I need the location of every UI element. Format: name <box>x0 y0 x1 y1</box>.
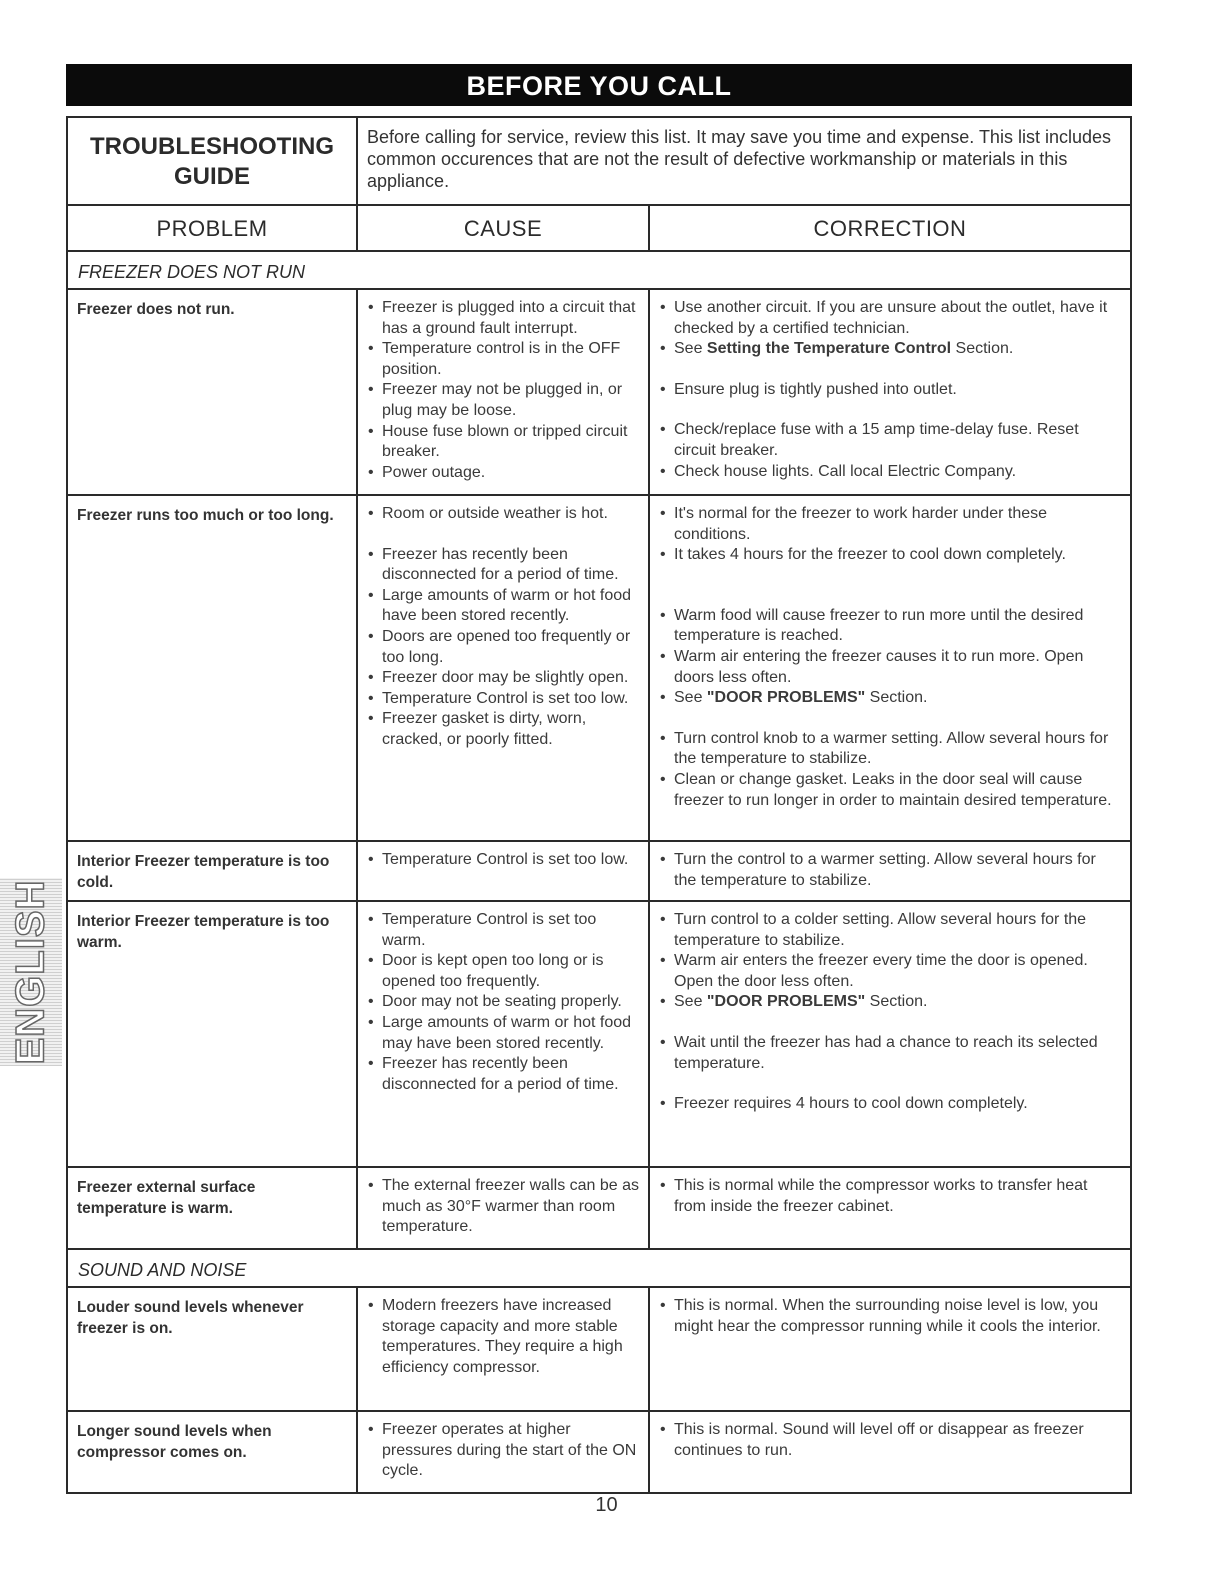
cause-cell <box>358 496 650 840</box>
section-title: SOUND AND NOISE <box>68 1250 1130 1288</box>
correction-item: • Warm air enters the freezer every time the door is opened. Open the door less often. <box>658 951 1122 992</box>
problem-cell: Freezer external surface temperature is warm. <box>68 1168 358 1248</box>
correction-item: • Clean or change gasket. Leaks in the door seal will cause freezer to run longer in order to maintain desired temperature. <box>658 770 1122 811</box>
cause-item: • Freezer door may be slightly open. <box>366 668 642 689</box>
cause-item: • Large amounts of warm or hot food have been stored recently. <box>366 586 642 627</box>
table-row <box>68 842 1130 902</box>
correction-item: • Check/replace fuse with a 15 amp time-delay fuse. Reset circuit breaker. <box>658 420 1122 461</box>
correction-cell <box>650 1288 1130 1410</box>
correction-item: • This is normal. Sound will level off or disappear as freezer continues to run. <box>658 1420 1122 1461</box>
page-banner: BEFORE YOU CALL <box>66 64 1132 106</box>
correction-item: • Warm air entering the freezer causes it to run more. Open doors less often. <box>658 647 1122 688</box>
table-row <box>68 902 1130 1168</box>
page-number: 10 <box>595 1494 618 1516</box>
problem-cell: Interior Freezer temperature is too warm. <box>68 902 358 1166</box>
correction-item: • See "DOOR PROBLEMS" Section. <box>658 992 1122 1013</box>
correction-item: • This is normal while the compressor works to transfer heat from inside the freezer cabinet. <box>658 1176 1122 1217</box>
cause-item: • Doors are opened too frequently or too long. <box>366 627 642 668</box>
correction-item: • Turn control knob to a warmer setting. Allow several hours for the temperature to stabilize. <box>658 729 1122 770</box>
correction-item: • Wait until the freezer has had a chance to reach its selected temperature. <box>658 1033 1122 1074</box>
cause-item: • Freezer operates at higher pressures during the start of the ON cycle. <box>366 1420 642 1482</box>
table-row <box>68 290 1130 496</box>
cause-item: • Temperature Control is set too warm. <box>366 910 642 951</box>
cause-item: • Power outage. <box>366 463 642 484</box>
intro-block <box>68 118 1130 206</box>
language-side-tab <box>0 878 62 1066</box>
correction-item: • See Setting the Temperature Control Section. <box>658 339 1122 360</box>
correction-cell <box>650 842 1130 900</box>
door-problems-ref: "DOOR PROBLEMS" <box>706 689 866 707</box>
problem-cell: Interior Freezer temperature is too cold. <box>68 842 358 900</box>
cause-cell <box>358 1412 650 1492</box>
cause-item: • Temperature control is in the OFF position. <box>366 339 642 380</box>
cause-item: • The external freezer walls can be as much as 30°F warmer than room temperature. <box>366 1176 642 1238</box>
cause-cell <box>358 290 650 494</box>
cause-item: • Door is kept open too long or is opened too frequently. <box>366 951 642 992</box>
correction-item: • It takes 4 hours for the freezer to cool down completely. <box>658 545 1122 566</box>
cause-cell <box>358 1288 650 1410</box>
correction-item: • Turn the control to a warmer setting. Allow several hours for the temperature to stabilize. <box>658 850 1122 891</box>
table-row <box>68 1288 1130 1412</box>
guide-title-line2: GUIDE <box>173 163 250 190</box>
correction-item: • Warm food will cause freezer to run more until the desired temperature is reached. <box>658 606 1122 647</box>
problem-cell: Longer sound levels when compressor comes on. <box>68 1412 358 1492</box>
header-problem: PROBLEM <box>68 206 358 250</box>
correction-item: • Turn control to a colder setting. Allow several hours for the temperature to stabilize. <box>658 910 1122 951</box>
table-row <box>68 496 1130 842</box>
cause-item: • Freezer has recently been disconnected for a period of time. <box>366 1054 642 1095</box>
correction-item: • Check house lights. Call local Electric Company. <box>658 462 1122 483</box>
cause-item: • Large amounts of warm or hot food may have been stored recently. <box>366 1013 642 1054</box>
correction-cell <box>650 1168 1130 1248</box>
cause-cell <box>358 902 650 1166</box>
table-row <box>68 1412 1130 1492</box>
cause-item: • Freezer gasket is dirty, worn, cracked, or poorly fitted. <box>366 709 642 750</box>
correction-item: • Ensure plug is tightly pushed into outlet. <box>658 380 1122 401</box>
correction-item: • See "DOOR PROBLEMS" Section. <box>658 688 1122 709</box>
correction-item: • Use another circuit. If you are unsure about the outlet, have it checked by a certified technician. <box>658 298 1122 339</box>
problem-cell: Freezer does not run. <box>68 290 358 494</box>
cause-item: • Temperature Control is set too low. <box>366 850 642 871</box>
door-problems-ref: "DOOR PROBLEMS" <box>706 993 866 1011</box>
column-headers <box>68 206 1130 252</box>
cause-item: • Freezer is plugged into a circuit that has a ground fault interrupt. <box>366 298 642 339</box>
cause-item: • Freezer may not be plugged in, or plug may be loose. <box>366 380 642 421</box>
cause-item: • Door may not be seating properly. <box>366 992 642 1013</box>
section-title: FREEZER DOES NOT RUN <box>68 252 1130 290</box>
header-correction: CORRECTION <box>813 216 967 241</box>
header-cause: CAUSE <box>358 206 650 250</box>
cause-item: • Modern freezers have increased storage capacity and more stable temperatures. They require a high efficiency compressor. <box>366 1296 642 1378</box>
correction-cell <box>650 902 1130 1166</box>
correction-cell <box>650 290 1130 494</box>
troubleshooting-table <box>66 116 1132 1494</box>
cause-item: • House fuse blown or tripped circuit breaker. <box>366 422 642 463</box>
problem-cell: Freezer runs too much or too long. <box>68 496 358 840</box>
intro-text: Before calling for service, review this list. It may save you time and expense. This list includes common occurences that are not the result of defective workmanship or materials in this appliance. <box>367 127 1111 191</box>
cause-item: • Room or outside weather is hot. <box>366 504 642 525</box>
cause-item: • Temperature Control is set too low. <box>366 689 642 710</box>
problem-cell: Louder sound levels whenever freezer is on. <box>68 1288 358 1410</box>
guide-title <box>68 118 358 204</box>
correction-item: • Freezer requires 4 hours to cool down completely. <box>658 1094 1122 1115</box>
correction-cell <box>650 1412 1130 1492</box>
cause-item: • Freezer has recently been disconnected for a period of time. <box>366 545 642 586</box>
setting-temperature-control-ref: Setting the Temperature Control <box>706 340 952 358</box>
correction-item: • This is normal. When the surrounding noise level is low, you might hear the compressor running while it cools the interior. <box>658 1296 1122 1337</box>
correction-cell <box>650 496 1130 840</box>
cause-cell <box>358 1168 650 1248</box>
language-label: ENGLISH <box>8 879 53 1065</box>
cause-cell <box>358 842 650 900</box>
table-row <box>68 1168 1130 1250</box>
correction-item: • It's normal for the freezer to work harder under these conditions. <box>658 504 1122 545</box>
guide-title-line1: TROUBLESHOOTING <box>90 133 334 160</box>
